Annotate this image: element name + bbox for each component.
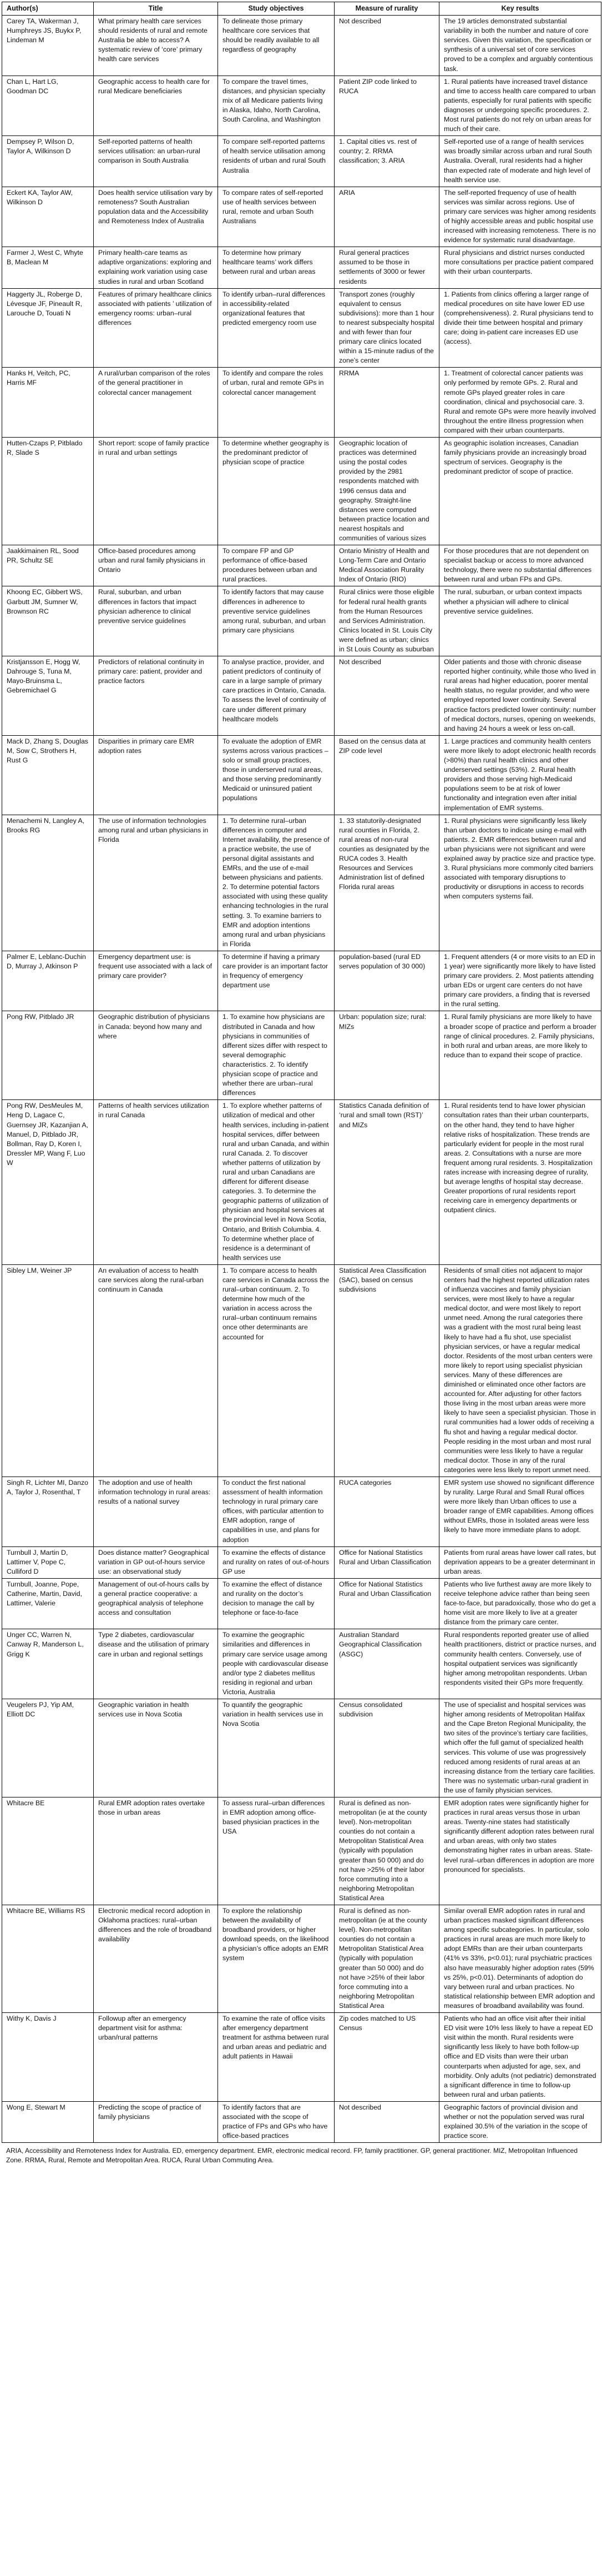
- cell-authors: Whitacre BE: [2, 1797, 94, 1905]
- table-row: [2, 1100, 601, 1265]
- table-row: [2, 2013, 601, 2102]
- cell-study-objectives: To identify urban–rural differences in accessibility-related organizational features that predicted emergency room use: [218, 288, 335, 368]
- cell-title: Self-reported patterns of health services utilisation: an urban-rural comparison in South Australia: [94, 136, 218, 187]
- cell-authors: Eckert KA, Taylor AW, Wilkinson D: [2, 187, 94, 247]
- table-row: [2, 951, 601, 1011]
- cell-title: Rural, suburban, and urban differences in factors that impact physician adherence to clinical preventive service guidelines: [94, 586, 218, 656]
- cell-key-results: 1. Rural patients have increased travel distance and time to access health care compared to urban patients, especially for rural patients with specific diagnoses or undergoing specific procedures. 2. Most rural patients do not rely on urban areas for much of their care.: [439, 76, 601, 136]
- table-row: [2, 1699, 601, 1797]
- cell-key-results: For those procedures that are not dependent on specialist backup or access to more advanced technology, there were no substantial differences between rural and urban FPs and GPs.: [439, 545, 601, 586]
- cell-measure-of-rurality: Urban: population size; rural: MIZs: [335, 1011, 439, 1100]
- header-authors: Author(s): [2, 2, 94, 16]
- cell-measure-of-rurality: ARIA: [335, 187, 439, 247]
- cell-measure-of-rurality: Transport zones (roughly equivalent to census subdivisions): more than 1 hour to nearest subspecialty hospital and with fewer than four primary care clinics located within a 15-minute radius of the zone’s center: [335, 288, 439, 368]
- cell-study-objectives: To explore the relationship between the availability of broadband providers, or higher download speeds, on the likelihood a physician’s office adopts an EMR system: [218, 1905, 335, 2013]
- table-row: [2, 1546, 601, 1578]
- cell-measure-of-rurality: Geographic location of practices was determined using the postal codes provided by the 2981 respondents matched with 1996 census data and geography. Straight-line distances were computed between practice location and nearest hospitals and communities of various sizes: [335, 438, 439, 545]
- cell-authors: Turnbull, Joanne, Pope, Catherine, Martin, David, Lattimer, Valerie: [2, 1578, 94, 1629]
- cell-authors: Dempsey P, Wilson D, Taylor A, Wilkinson D: [2, 136, 94, 187]
- cell-authors: Carey TA, Wakerman J, Humphreys JS, Buykx P, Lindeman M: [2, 16, 94, 76]
- table-row: [2, 368, 601, 438]
- cell-measure-of-rurality: Rural is defined as non-metropolitan (ie at the county level). Non-metropolitan counties do not contain a Metropolitan Statistical Area (typically with population greater than 50 000) and do not have >25% of their labor force commuting into a neighboring Metropolitan Statistical Area: [335, 1905, 439, 2013]
- cell-title: Followup after an emergency department visit for asthma: urban/rural patterns: [94, 2013, 218, 2102]
- cell-measure-of-rurality: Ontario Ministry of Health and Long-Term Care and Ontario Medical Association Rurality Index of Ontario (RIO): [335, 545, 439, 586]
- table-row: [2, 1905, 601, 2013]
- cell-authors: Farmer J, West C, Whyte B, Maclean M: [2, 247, 94, 288]
- cell-study-objectives: To determine whether geography is the predominant predictor of physician scope of practice: [218, 438, 335, 545]
- cell-study-objectives: 1. To examine how physicians are distributed in Canada and how physicians in communities of different sizes differ with respect to several demographic characteristics. 2. To identify physician scope of practice and whether there are urban–rural differences: [218, 1011, 335, 1100]
- cell-measure-of-rurality: Office for National Statistics Rural and Urban Classification: [335, 1546, 439, 1578]
- cell-key-results: Rural respondents reported greater use of allied health practitioners, district or practice nurses, and community health centers. Conversely, use of hospital outpatient services was significantly higher among metropolitan respondents. Urban respondents visited their GPs more frequently.: [439, 1629, 601, 1699]
- table-row: [2, 247, 601, 288]
- cell-authors: Whitacre BE, Williams RS: [2, 1905, 94, 2013]
- cell-study-objectives: 1. To explore whether patterns of utilization of medical and other health services, including in-patient hospital services, differ between rural and urban Canada, and within rural Canada. 2. To discover whether patterns of utilization by rural and urban Canadians are different for different disease categories. 3. To determine the geographic patterns of utilization of physician and hospital services at the provincial level in Nova Scotia, Ontario, and British Columbia. 4. To determine whether place of residence is a determinant of health services use: [218, 1100, 335, 1265]
- cell-key-results: Similar overall EMR adoption rates in rural and urban practices masked significant differences among specific subcategories. In particular, solo practices in rural areas are much more likely to adopt EMRs than are their urban counterparts (41% vs 33%, p<0.01); rural psychiatric practices also have measurably higher adoption rates (59% vs 25%, p<0.01). Determinants of adoption do vary between rural and urban practices. No statistical relationship between EMR adoption and measures of broadband availability was found.: [439, 1905, 601, 2013]
- cell-study-objectives: To determine how primary healthcare teams’ work differs between rural and urban areas: [218, 247, 335, 288]
- cell-study-objectives: To analyse practice, provider, and patient predictors of continuity of care in a large sample of primary care practices in Ontario, Canada. To assess the level of continuity of care under different primary healthcare models: [218, 656, 335, 736]
- cell-title: What primary health care services should residents of rural and remote Australia be able to access? A systematic review of ‘core’ primary health care services: [94, 16, 218, 76]
- cell-measure-of-rurality: Based on the census data at ZIP code level: [335, 735, 439, 815]
- table-row: [2, 76, 601, 136]
- cell-title: Type 2 diabetes, cardiovascular disease and the utilisation of primary care in urban and regional settings: [94, 1629, 218, 1699]
- cell-measure-of-rurality: RRMA: [335, 368, 439, 438]
- cell-measure-of-rurality: Australian Standard Geographical Classification (ASGC): [335, 1629, 439, 1699]
- cell-study-objectives: To compare rates of self-reported use of health services between rural, remote and urban South Australians: [218, 187, 335, 247]
- header-title: Title: [94, 2, 218, 16]
- cell-key-results: Residents of small cities not adjacent to major centers had the highest reported utilization rates of influenza vaccines and family physician services, were most likely to have a regular medical doctor, and were most likely to report unmet need. Among the rural categories there was a gradient with the most rural being least likely to have had a flu shot, use specialist physician services, or have a regular medical doctor. Residents of the most urban centers were more likely to report using specialist physician services. Many of these differences are diminished or eliminated once other factors are accounted for. After adjusting for other factors those living in the most urban areas were more likely to have seen a specialist physician. Those in rural communities had a lower odds of receiving a flu shot and having a regular medical doctor. People residing in the most urban and most rural communities were less likely to have a regular medical doctor. Those in any of the rural categories were less likely to report unmet need.: [439, 1264, 601, 1477]
- cell-study-objectives: To examine the geographic similarities and differences in primary care service usage among people with cardiovascular disease and/or type 2 diabetes mellitus residing in regional and urban Victoria, Australia: [218, 1629, 335, 1699]
- cell-measure-of-rurality: Statistical Area Classification (SAC), based on census subdivisions: [335, 1264, 439, 1477]
- cell-study-objectives: To identify and compare the roles of urban, rural and remote GPs in colorectal cancer management: [218, 368, 335, 438]
- cell-key-results: As geographic isolation increases, Canadian family physicians provide an increasingly broad spectrum of services. Geography is the predominant predictor of scope of practice.: [439, 438, 601, 545]
- cell-title: Geographic distribution of physicians in Canada: beyond how many and where: [94, 1011, 218, 1100]
- cell-key-results: 1. Frequent attenders (4 or more visits to an ED in 1 year) were significantly more likely to have listed primary care providers. 2. Most patients attending urban EDs or urgent care centers do not have primary care providers, a finding that is reversed in the rural setting.: [439, 951, 601, 1011]
- cell-measure-of-rurality: Patient ZIP code linked to RUCA: [335, 76, 439, 136]
- cell-title: An evaluation of access to health care services along the rural-urban continuum in Canada: [94, 1264, 218, 1477]
- cell-study-objectives: To compare FP and GP performance of office-based procedures between urban and rural practices.: [218, 545, 335, 586]
- cell-measure-of-rurality: Rural clinics were those eligible for federal rural health grants from the Human Resources and Services Administration. Clinics located in St. Louis City were defined as urban; clinics in St Louis County as suburban: [335, 586, 439, 656]
- cell-authors: Haggerty JL, Roberge D, Lévesque JF, Pineault R, Larouche D, Touati N: [2, 288, 94, 368]
- table-row: [2, 545, 601, 586]
- cell-key-results: Patients who live furthest away are more likely to receive telephone advice rather than being seen face-to-face, but paradoxically, those who do get a home visit are more likely to live at a greater distance from the primary care center.: [439, 1578, 601, 1629]
- cell-measure-of-rurality: 1. 33 statutorily-designated rural counties in Florida, 2. rural areas of non-rural counties as designated by the RUCA codes 3. Health Resources and Services Administration list of defined Florida rural areas: [335, 815, 439, 951]
- cell-authors: Withy K, Davis J: [2, 2013, 94, 2102]
- cell-authors: Sibley LM, Weiner JP: [2, 1264, 94, 1477]
- cell-key-results: The self-reported frequency of use of health services was similar across regions. Use of primary care services was higher among residents of highly accessible areas and public hospital use increased with increasing remoteness. There is no evidence for systematic rural disadvantage.: [439, 187, 601, 247]
- cell-study-objectives: To examine the rate of office visits after emergency department treatment for asthma between rural and urban areas and pediatric and adult patients in Hawaii: [218, 2013, 335, 2102]
- table-row: [2, 288, 601, 368]
- cell-title: Patterns of health services utilization in rural Canada: [94, 1100, 218, 1265]
- header-key-results: Key results: [439, 2, 601, 16]
- cell-authors: Veugelers PJ, Yip AM, Elliott DC: [2, 1699, 94, 1797]
- cell-key-results: Self-reported use of a range of health services was broadly similar across urban and rural South Australia. Overall, rural residents had a higher than expected rate of moderate and high level of health service use.: [439, 136, 601, 187]
- cell-title: Predicting the scope of practice of family physicians: [94, 2101, 218, 2142]
- cell-title: Electronic medical record adoption in Oklahoma practices: rural–urban differences and the role of broadband availability: [94, 1905, 218, 2013]
- cell-study-objectives: To identify factors that are associated with the scope of practice of FPs and GPs who have office-based practices: [218, 2101, 335, 2142]
- cell-study-objectives: To quantify the geographic variation in health services use in Nova Scotia: [218, 1699, 335, 1797]
- cell-key-results: 1. Treatment of colorectal cancer patients was only performed by remote GPs. 2. Rural and remote GPs played greater roles in care coordination, clinical and psychosocial care. 3. Rural and remote GPs were more heavily involved throughout the entire illness progression when compared with their urban counterparts.: [439, 368, 601, 438]
- cell-study-objectives: To compare self-reported patterns of health service utilisation among residents of urban and rural South Australia: [218, 136, 335, 187]
- table-row: [2, 1011, 601, 1100]
- cell-authors: Turnbull J, Martin D, Lattimer V, Pope C, Culliford D: [2, 1546, 94, 1578]
- table-row: [2, 586, 601, 656]
- table-row: [2, 735, 601, 815]
- table-row: [2, 1264, 601, 1477]
- cell-authors: Pong RW, Pitblado JR: [2, 1011, 94, 1100]
- cell-study-objectives: 1. To compare access to health care services in Canada across the rural–urban continuum. 2. To determine how much of the variation in access across the rural–urban continuum remains once other determinants are accounted for: [218, 1264, 335, 1477]
- cell-authors: Khoong EC, Gibbert WS, Garbutt JM, Sumner W, Brownson RC: [2, 586, 94, 656]
- table-row: [2, 1578, 601, 1629]
- cell-authors: Singh R, Lichter MI, Danzo A, Taylor J, Rosenthal, T: [2, 1477, 94, 1546]
- cell-key-results: EMR adoption rates were significantly higher for practices in rural areas versus those in urban areas. Twenty-nine states had statistically significantly different adoption rates between rural and urban areas, with only two states demonstrating higher rates in urban areas. State-level rural–urban differences in adoption are more pronounced for specialists.: [439, 1797, 601, 1905]
- cell-authors: Unger CC, Warren N, Canway R, Manderson L, Grigg K: [2, 1629, 94, 1699]
- table-row: [2, 187, 601, 247]
- cell-authors: Mack D, Zhang S, Douglas M, Sow C, Strothers H, Rust G: [2, 735, 94, 815]
- cell-title: Predictors of relational continuity in primary care: patient, provider and practice factors: [94, 656, 218, 736]
- cell-key-results: The use of specialist and hospital services was higher among residents of Metropolitan Halifax and the Cape Breton Regional Municipality, the two sites of the province’s tertiary care facilities, which offer the full gamut of specialized health services. This volume of use was progressively reduced among residents of rural areas at an increasing distance from the tertiary care facilities. There was no systematic urban-rural gradient in the use of family physician services.: [439, 1699, 601, 1797]
- header-study-objectives: Study objectives: [218, 2, 335, 16]
- cell-title: Primary health-care teams as adaptive organizations: exploring and explaining work variation using case studies in rural and urban Scotland: [94, 247, 218, 288]
- cell-key-results: 1. Rural residents tend to have lower physician consultation rates than their urban counterparts, on the other hand, they tend to have higher relative risks of hospitalization. These trends are particularly evident for people in the most rural areas. 2. Consultations with a nurse are more frequent among rural residents. 3. Hospitalization rates increase with increasing degree of rurality, but average lengths of hospital stay decrease. Greater proportions of rural residents report receiving care in emergency departments or outpatient clinics.: [439, 1100, 601, 1265]
- cell-measure-of-rurality: Zip codes matched to US Census: [335, 2013, 439, 2102]
- cell-measure-of-rurality: 1. Capital cities vs. rest of country; 2. RRMA classification; 3. ARIA: [335, 136, 439, 187]
- table-row: [2, 656, 601, 736]
- cell-authors: Hutten-Czaps P, Pitblado R, Slade S: [2, 438, 94, 545]
- cell-measure-of-rurality: Rural general practices assumed to be those in settlements of 3000 or fewer residents: [335, 247, 439, 288]
- cell-study-objectives: To evaluate the adoption of EMR systems across various practices – solo or small group practices, those in underserved rural areas, and those serving predominantly Medicaid or uninsured patient populations: [218, 735, 335, 815]
- cell-measure-of-rurality: population-based (rural ED serves population of 30 000): [335, 951, 439, 1011]
- cell-key-results: Older patients and those with chronic disease reported higher continuity, while those who lived in rural areas had higher education, poorer mental health status, no regular provider, and who were employed reported lower continuity. Several practice factors predicted lower continuity: number of medical doctors, nurses, opening on weekends, and having 24 hours a week or less on-call.: [439, 656, 601, 736]
- cell-key-results: 1. Rural physicians were significantly less likely than urban doctors to indicate using e-mail with patients. 2. EMR differences between rural and urban physicians were not significant and were explained away by practice size and practice type. 3. Rural physicians more commonly cited barriers associated with temporary disruptions to productivity or disruptions in access to records when computers systems fail.: [439, 815, 601, 951]
- cell-measure-of-rurality: Statistics Canada definition of ‘rural and small town (RST)’ and MIZs: [335, 1100, 439, 1265]
- cell-title: Disparities in primary care EMR adoption rates: [94, 735, 218, 815]
- table-header-row: [2, 2, 601, 16]
- cell-title: Features of primary healthcare clinics associated with patients ’ utilization of emergency rooms: urban–rural differences: [94, 288, 218, 368]
- table-footnote: ARIA, Accessibility and Remoteness Index for Australia. ED, emergency department. EMR, electronic medical record. FP, family practitioner. GP, general practitioner. MIZ, Metropolitan Influenced Zone. RRMA, Rural, Remote and Metropolitan Area. RUCA, Rural Urban Commuting Area.: [6, 2147, 578, 2165]
- table-row: [2, 136, 601, 187]
- cell-measure-of-rurality: Not described: [335, 656, 439, 736]
- cell-measure-of-rurality: Not described: [335, 16, 439, 76]
- cell-title: Does health service utilisation vary by remoteness? South Australian population data and the Accessibility and Remoteness Index of Australia: [94, 187, 218, 247]
- cell-key-results: 1. Rural family physicians are more likely to have a broader scope of practice and perform a broader range of clinical procedures. 2. Family physicians, in both rural and urban areas, are more likely to reduce than to expand their scope of practice.: [439, 1011, 601, 1100]
- cell-title: A rural/urban comparison of the roles of the general practitioner in colorectal cancer management: [94, 368, 218, 438]
- literature-review-table: [2, 2, 601, 2143]
- table-body: [2, 16, 601, 2143]
- cell-key-results: Rural physicians and district nurses conducted more consultations per practice patient compared with their urban counterparts.: [439, 247, 601, 288]
- table-row: [2, 438, 601, 545]
- cell-study-objectives: To compare the travel times, distances, and physician specialty mix of all Medicare patients living in Alaska, Idaho, North Carolina, South Carolina, and Washington: [218, 76, 335, 136]
- cell-key-results: The rural, suburban, or urban context impacts whether a physician will adhere to clinical preventive service guidelines.: [439, 586, 601, 656]
- header-measure-of-rurality: Measure of rurality: [335, 2, 439, 16]
- cell-study-objectives: To identify factors that may cause differences in adherence to preventive service guidelines among rural, suburban, and urban primary care physicians: [218, 586, 335, 656]
- cell-key-results: 1. Large practices and community health centers were more likely to adopt electronic health records (>80%) than rural health clinics and other underserved settings (53%). 2. Rural health providers and those serving high-Medicaid populations seem to be at risk of lower functionality and integration even after initial implementation of EMR systems.: [439, 735, 601, 815]
- cell-measure-of-rurality: Not described: [335, 2101, 439, 2142]
- cell-authors: Hanks H, Veitch, PC, Harris MF: [2, 368, 94, 438]
- cell-study-objectives: To determine if having a primary care provider is an important factor in frequency of emergency department use: [218, 951, 335, 1011]
- cell-study-objectives: 1. To determine rural–urban differences in computer and Internet availability, the presence of a practice website, the use of personal digital assistants and EMRs, and the use of e-mail between physicians and patients. 2. To determine potential factors associated with using these quality enhancing technologies in the rural setting. 3. To examine barriers to EMR and adoption intentions among rural and urban physicians in Florida: [218, 815, 335, 951]
- cell-key-results: Patients who had an office visit after their initial ED visit were 10% less likely to have a repeat ED visit within the month. Rural residents were significantly less likely to have both follow-up office and ED visits than were their urban counterparts when adjusted for age, sex, and morbidity. Only adults (not pediatric) demonstrated a significant difference in time to follow-up between rural and urban patients.: [439, 2013, 601, 2102]
- cell-title: The adoption and use of health information technology in rural areas: results of a national survey: [94, 1477, 218, 1546]
- cell-measure-of-rurality: Census consolidated subdivision: [335, 1699, 439, 1797]
- cell-authors: Menachemi N, Langley A, Brooks RG: [2, 815, 94, 951]
- cell-title: Rural EMR adoption rates overtake those in urban areas: [94, 1797, 218, 1905]
- cell-measure-of-rurality: Office for National Statistics Rural and Urban Classification: [335, 1578, 439, 1629]
- cell-title: Office-based procedures among urban and rural family physicians in Ontario: [94, 545, 218, 586]
- cell-key-results: EMR system use showed no significant difference by rurality. Large Rural and Small Rural offices were more likely than Urban offices to use a broader range of EMR capabilities. Among offices without EMRs, those in Isolated areas were less likely to have more immediate plans to adopt.: [439, 1477, 601, 1546]
- cell-authors: Jaakkimainen RL, Sood PR, Schultz SE: [2, 545, 94, 586]
- table-row: [2, 2101, 601, 2142]
- cell-authors: Kristjansson E, Hogg W, Dahrouge S, Tuna M, Mayo-Bruinsma L, Gebremichael G: [2, 656, 94, 736]
- cell-title: Short report: scope of family practice in rural and urban settings: [94, 438, 218, 545]
- cell-key-results: The 19 articles demonstrated substantial variability in both the number and nature of core services. Given this variation, the specification or synthesis of a universal set of core services proved to be a complex and arguably contentious task.: [439, 16, 601, 76]
- cell-authors: Pong RW, DesMeules M, Heng D, Lagace C, Guernsey JR, Kazanjian A, Manuel, D, Pitblado JR, Bollman, Ray D, Koren I, Dressler MP, Wang F, Luo W: [2, 1100, 94, 1265]
- cell-study-objectives: To delineate those primary healthcare core services that should be readily available to all regardless of geography: [218, 16, 335, 76]
- cell-study-objectives: To examine the effect of distance and rurality on the doctor’s decision to manage the call by telephone or face-to-face: [218, 1578, 335, 1629]
- table-row: [2, 1797, 601, 1905]
- table-row: [2, 1477, 601, 1546]
- cell-measure-of-rurality: Rural is defined as non-metropolitan (ie at the county level). Non-metropolitan counties do not contain a Metropolitan Statistical Area (typically with population greater than 50 000) and do not have >25% of their labor force commuting into a neighboring Metropolitan Statistical Area: [335, 1797, 439, 1905]
- table-row: [2, 815, 601, 951]
- cell-study-objectives: To examine the effects of distance and rurality on rates of out-of-hours GP use: [218, 1546, 335, 1578]
- cell-title: Does distance matter? Geographical variation in GP out-of-hours service use: an observational study: [94, 1546, 218, 1578]
- cell-title: Management of out-of-hours calls by a general practice cooperative: a geographical analysis of telephone access and consultation: [94, 1578, 218, 1629]
- cell-measure-of-rurality: RUCA categories: [335, 1477, 439, 1546]
- cell-title: Emergency department use: is frequent use associated with a lack of primary care provider?: [94, 951, 218, 1011]
- cell-study-objectives: To assess rural–urban differences in EMR adoption among office-based physician practices in the USA: [218, 1797, 335, 1905]
- cell-key-results: 1. Patients from clinics offering a larger range of medical procedures on site have lower ED use (comprehensiveness). 2. Rural physicians tend to divide their time between hospital and primary care; doing in-patient care increases ED use (access).: [439, 288, 601, 368]
- cell-study-objectives: To conduct the first national assessment of health information technology in rural primary care offices, with particular attention to EMR adoption, range of capabilities in use, and plans for adoption: [218, 1477, 335, 1546]
- cell-authors: Chan L, Hart LG, Goodman DC: [2, 76, 94, 136]
- cell-key-results: Geographic factors of provincial division and whether or not the population served was rural explained 30.5% of the variation in the scope of practice score.: [439, 2101, 601, 2142]
- cell-title: The use of information technologies among rural and urban physicians in Florida: [94, 815, 218, 951]
- cell-authors: Palmer E, Leblanc-Duchin D, Murray J, Atkinson P: [2, 951, 94, 1011]
- table-row: [2, 16, 601, 76]
- cell-title: Geographic variation in health services use in Nova Scotia: [94, 1699, 218, 1797]
- cell-authors: Wong E, Stewart M: [2, 2101, 94, 2142]
- cell-key-results: Patients from rural areas have lower call rates, but deprivation appears to be a greater determinant in urban areas.: [439, 1546, 601, 1578]
- cell-title: Geographic access to health care for rural Medicare beneficiaries: [94, 76, 218, 136]
- table-row: [2, 1629, 601, 1699]
